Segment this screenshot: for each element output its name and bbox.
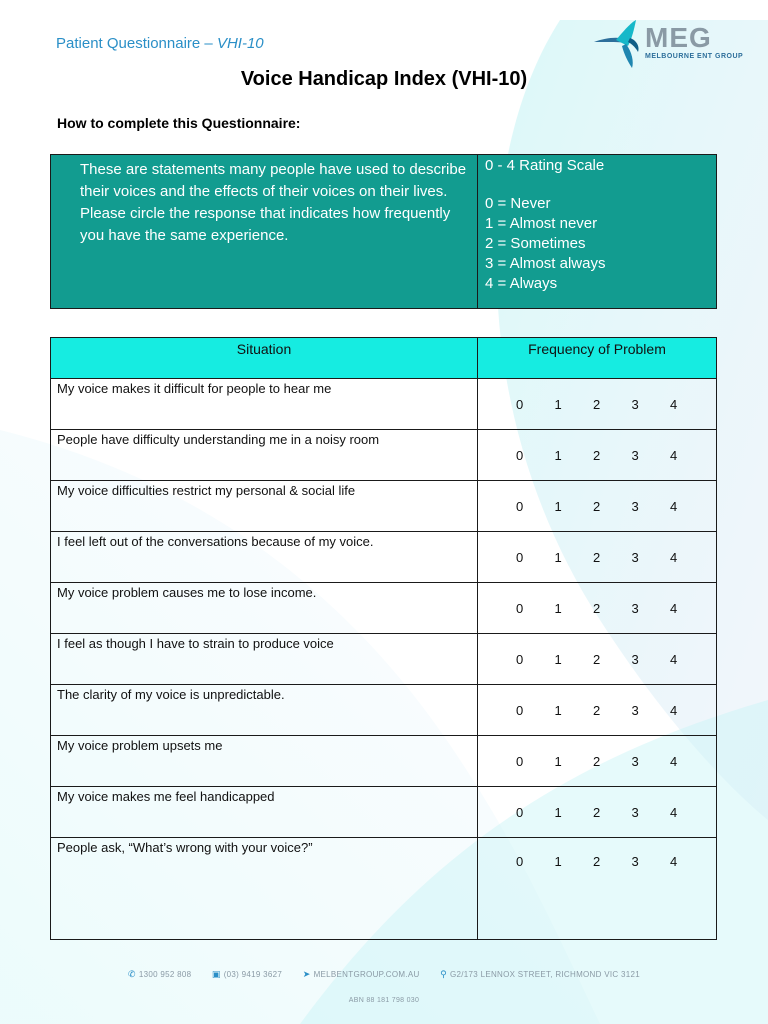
meg-logo — [645, 24, 743, 60]
rating-option-2[interactable]: 2 — [593, 447, 601, 463]
rating-option-0[interactable]: 0 — [516, 702, 524, 718]
situation-cell: The clarity of my voice is unpredictable. — [51, 685, 478, 736]
rating-option-0[interactable]: 0 — [516, 854, 524, 869]
rating-options — [478, 499, 716, 514]
frequency-cell — [478, 430, 717, 481]
table-row — [51, 532, 717, 583]
rating-option-2[interactable]: 2 — [593, 804, 601, 820]
rating-option-2[interactable]: 2 — [593, 498, 601, 514]
table-row — [51, 430, 717, 481]
situation-cell: My voice problem upsets me — [51, 736, 478, 787]
page-title: Voice Handicap Index (VHI-10) — [240, 68, 528, 90]
column-header-situation: Situation — [51, 338, 478, 379]
rating-option-1[interactable]: 1 — [554, 600, 562, 616]
rating-option-4[interactable]: 4 — [670, 498, 678, 514]
logo-wordmark: MEG — [645, 22, 712, 53]
table-row — [51, 787, 717, 838]
rating-scale — [478, 155, 716, 308]
rating-option-2[interactable]: 2 — [593, 600, 601, 616]
rating-option-4[interactable]: 4 — [670, 600, 678, 616]
situation-cell: I feel left out of the conversations because of my voice. — [51, 532, 478, 583]
table-header-row — [51, 338, 717, 379]
frequency-cell — [478, 634, 717, 685]
rating-scale-title: 0 - 4 Rating Scale — [485, 157, 605, 174]
rating-option-2[interactable]: 2 — [593, 854, 601, 869]
instructions-heading: How to complete this Questionnaire: — [57, 115, 301, 131]
rating-scale-item: 0 = Never — [485, 195, 551, 212]
rating-options — [478, 448, 716, 463]
phone-icon: ✆ — [127, 969, 136, 979]
rating-option-2[interactable]: 2 — [593, 753, 601, 769]
rating-options — [478, 397, 716, 412]
frequency-cell — [478, 787, 717, 838]
frequency-cell — [478, 379, 717, 430]
rating-option-0[interactable]: 0 — [516, 753, 524, 769]
frequency-cell — [478, 583, 717, 634]
rating-option-1[interactable]: 1 — [554, 854, 562, 869]
footer-abn: ABN 88 181 798 030 — [348, 997, 420, 1004]
rating-option-1[interactable]: 1 — [554, 396, 562, 412]
footer-address-text: G2/173 LENNOX STREET, RICHMOND VIC 3121 — [450, 970, 640, 979]
rating-option-0[interactable]: 0 — [516, 498, 524, 514]
rating-option-1[interactable]: 1 — [554, 753, 562, 769]
rating-option-4[interactable]: 4 — [670, 854, 678, 869]
column-header-frequency: Frequency of Problem — [478, 338, 717, 379]
footer-fax — [212, 969, 282, 980]
rating-option-3[interactable]: 3 — [631, 854, 639, 869]
rating-option-1[interactable]: 1 — [554, 447, 562, 463]
rating-option-2[interactable]: 2 — [593, 549, 601, 565]
rating-options — [478, 652, 716, 667]
rating-scale-item: 4 = Always — [485, 275, 558, 292]
rating-options — [478, 703, 716, 718]
rating-option-0[interactable]: 0 — [516, 804, 524, 820]
rating-option-1[interactable]: 1 — [554, 702, 562, 718]
instructions-line-2: Please circle the response that indicates how frequently you have the same experience. — [80, 205, 451, 244]
intro-box — [50, 154, 717, 309]
table-row — [51, 583, 717, 634]
rating-scale-item: 2 = Sometimes — [485, 235, 586, 252]
rating-option-3[interactable]: 3 — [631, 702, 639, 718]
rating-option-3[interactable]: 3 — [631, 753, 639, 769]
rating-option-4[interactable]: 4 — [670, 804, 678, 820]
rating-option-0[interactable]: 0 — [516, 549, 524, 565]
situation-cell: My voice makes me feel handicapped — [51, 787, 478, 838]
situation-cell: I feel as though I have to strain to produce voice — [51, 634, 478, 685]
rating-option-2[interactable]: 2 — [593, 651, 601, 667]
header-label-text: Patient Questionnaire – — [56, 35, 217, 52]
rating-option-1[interactable]: 1 — [554, 804, 562, 820]
table-row — [51, 685, 717, 736]
frequency-cell — [478, 838, 717, 940]
rating-option-3[interactable]: 3 — [631, 447, 639, 463]
rating-option-4[interactable]: 4 — [670, 702, 678, 718]
rating-option-3[interactable]: 3 — [631, 396, 639, 412]
table-row — [51, 838, 717, 940]
rating-option-3[interactable]: 3 — [631, 600, 639, 616]
table-row — [51, 736, 717, 787]
header-label — [56, 35, 264, 52]
footer-contact — [0, 969, 768, 980]
logo-subtitle: MELBOURNE ENT GROUP — [645, 53, 744, 60]
rating-option-3[interactable]: 3 — [631, 651, 639, 667]
header-label-code: VHI-10 — [216, 35, 264, 52]
rating-option-0[interactable]: 0 — [516, 396, 524, 412]
frequency-cell — [478, 685, 717, 736]
rating-option-1[interactable]: 1 — [554, 498, 562, 514]
frequency-cell — [478, 481, 717, 532]
rating-option-4[interactable]: 4 — [670, 396, 678, 412]
vhi-table — [50, 337, 717, 940]
instructions-line-1: These are statements many people have used to describe their voices and the effects of their voices on their lives. — [80, 161, 467, 200]
frequency-cell — [478, 532, 717, 583]
situation-cell: People have difficulty understanding me in a noisy room — [51, 430, 478, 481]
situation-cell: People ask, “What’s wrong with your voice?” — [51, 838, 478, 940]
rating-option-4[interactable]: 4 — [670, 549, 678, 565]
table-row — [51, 634, 717, 685]
frequency-cell — [478, 736, 717, 787]
table-row — [51, 379, 717, 430]
situation-cell: My voice difficulties restrict my personal & social life — [51, 481, 478, 532]
rating-options — [478, 805, 716, 820]
rating-option-0[interactable]: 0 — [516, 600, 524, 616]
rating-scale-item: 3 = Almost always — [485, 255, 606, 272]
rating-options — [478, 854, 716, 869]
footer-web-text: MELBENTGROUP.COM.AU — [313, 970, 420, 979]
rating-scale-item: 1 = Almost never — [485, 215, 598, 232]
instructions-text — [51, 155, 478, 308]
rating-option-2[interactable]: 2 — [593, 396, 601, 412]
footer-phone-text: 1300 952 808 — [138, 970, 192, 979]
rating-option-3[interactable]: 3 — [631, 549, 639, 565]
rating-option-2[interactable]: 2 — [593, 702, 601, 718]
send-icon: ➤ — [302, 969, 311, 979]
situation-cell: My voice makes it difficult for people to hear me — [51, 379, 478, 430]
rating-option-4[interactable]: 4 — [670, 447, 678, 463]
rating-options — [478, 601, 716, 616]
rating-option-4[interactable]: 4 — [670, 651, 678, 667]
rating-option-4[interactable]: 4 — [670, 753, 678, 769]
location-pin-icon: ⚲ — [440, 969, 448, 979]
rating-options — [478, 754, 716, 769]
rating-option-3[interactable]: 3 — [631, 804, 639, 820]
rating-option-0[interactable]: 0 — [516, 447, 524, 463]
rating-option-0[interactable]: 0 — [516, 651, 524, 667]
rating-options — [478, 550, 716, 565]
situation-cell: My voice problem causes me to lose income. — [51, 583, 478, 634]
footer-fax-text: (03) 9419 3627 — [223, 970, 283, 979]
footer-web — [303, 969, 420, 980]
rating-option-1[interactable]: 1 — [554, 651, 562, 667]
footer-phone — [128, 969, 191, 980]
rating-option-3[interactable]: 3 — [631, 498, 639, 514]
table-row — [51, 481, 717, 532]
fax-icon: ▣ — [211, 969, 221, 979]
rating-option-1[interactable]: 1 — [554, 549, 562, 565]
footer-address — [440, 969, 640, 980]
